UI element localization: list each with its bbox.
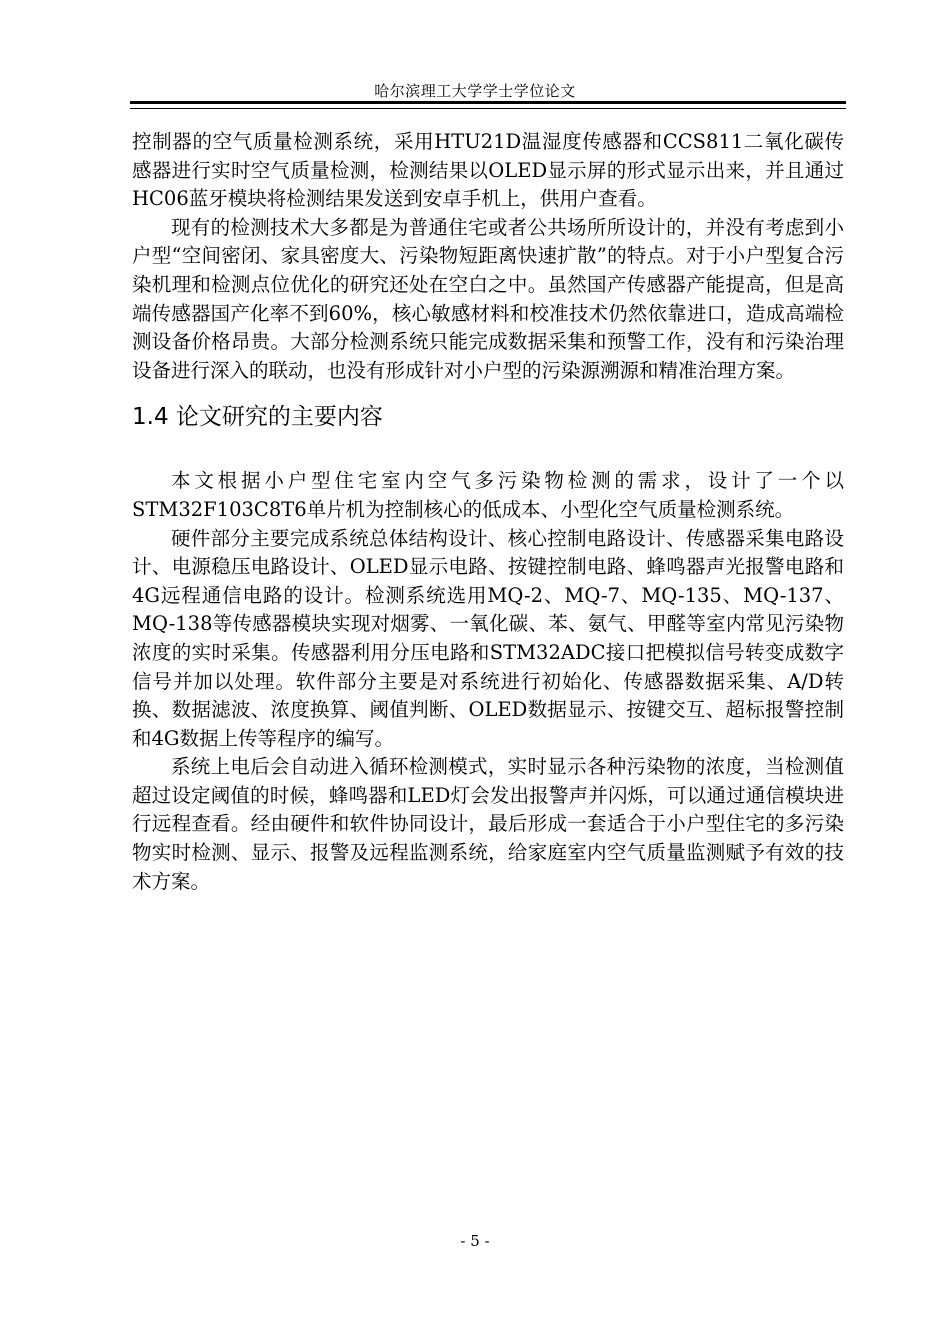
- paragraph-3: 本文根据小户型住宅室内空气多污染物检测的需求，设计了一个以STM32F103C8T6单片机为控制核心的低成本、小型化空气质量检测系统。: [132, 469, 844, 521]
- paragraph-1: 控制器的空气质量检测系统，采用HTU21D温湿度传感器和CCS811二氧化碳传感器进行实时空气质量检测，检测结果以OLED显示屏的形式显示出来，并且通过HC06蓝牙模块将检测结果发送到安卓手机上，供用户查看。: [132, 130, 844, 211]
- body-text: [132, 128, 844, 896]
- running-header-title: 哈尔滨理工大学学士学位论文: [374, 82, 576, 100]
- paragraph-2: 现有的检测技术大多都是为普通住宅或者公共场所所设计的，并没有考虑到小户型“空间密闭、家具密度大、污染物短距离快速扩散”的特点。对于小户型复合污染机理和检测点位优化的研究还处在空白之中。虽然国产传感器产能提高，但是高端传感器国产化率不到60%，核心敏感材料和校准技术仍然依靠进口，造成高端检测设备价格昂贵。大部分检测系统只能完成数据采集和预警工作，没有和污染治理设备进行深入的联动，也没有形成针对小户型的污染源溯源和精准治理方案。: [132, 215, 844, 382]
- header-rule: [130, 101, 846, 109]
- page-number: - 5 -: [460, 1232, 490, 1250]
- paragraph-5: 系统上电后会自动进入循环检测模式，实时显示各种污染物的浓度，当检测值超过设定阈值的时候，蜂鸣器和LED灯会发出报警声并闪烁，可以通过通信模块进行远程查看。经由硬件和软件协同设计，最后形成一套适合于小户型住宅的多污染物实时检测、显示、报警及远程监测系统，给家庭室内空气质量监测赋予有效的技术方案。: [132, 755, 844, 893]
- paragraph-4: 硬件部分主要完成系统总体结构设计、核心控制电路设计、传感器采集电路设计、电源稳压电路设计、OLED显示电路、按键控制电路、蜂鸣器声光报警电路和4G远程通信电路的设计。检测系统选用MQ-2、MQ-7、MQ-135、MQ-137、MQ-138等传感器模块实现对烟雾、一氧化碳、苯、氨气、甲醛等室内常见污染物浓度的实时采集。传感器利用分压电路和STM32ADC接口把模拟信号转变成数字信号并加以处理。软件部分主要是对系统进行初始化、传感器数据采集、A/D转换、数据滤波、浓度换算、阈值判断、OLED数据显示、按键交互、超标报警控制和4G数据上传等程序的编写。: [132, 526, 844, 750]
- section-heading: 1.4 论文研究的主要内容: [132, 404, 383, 431]
